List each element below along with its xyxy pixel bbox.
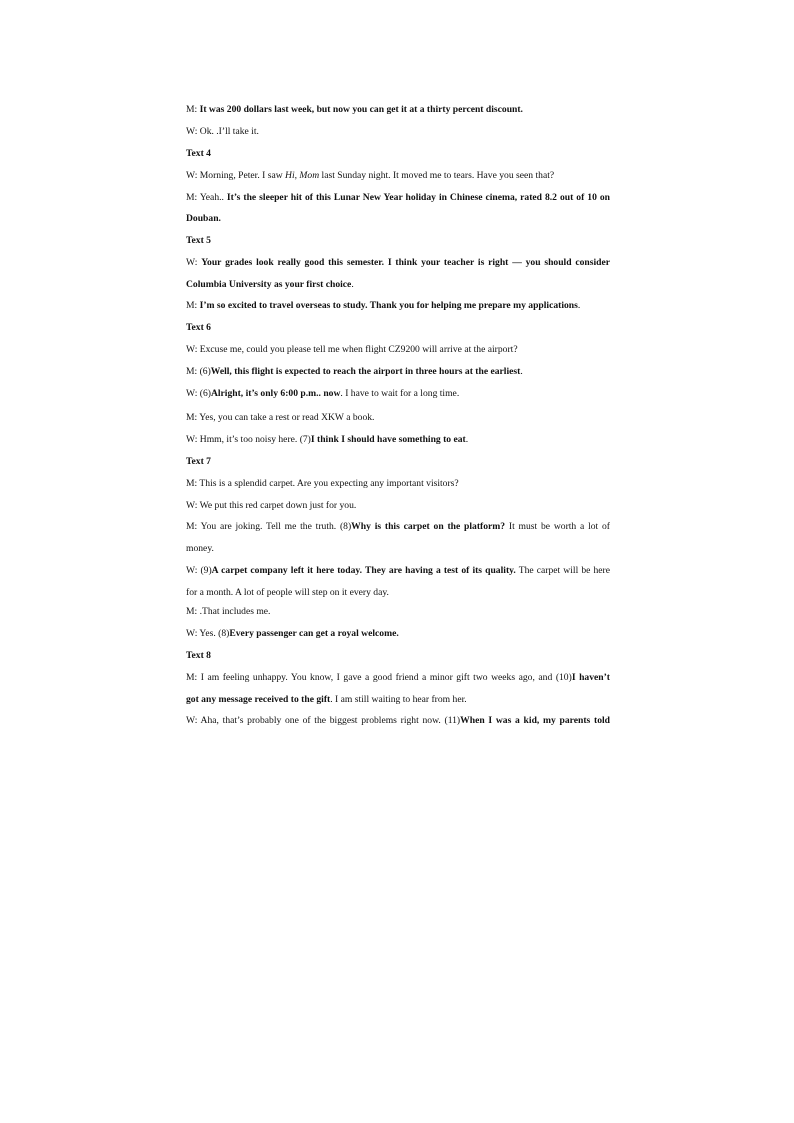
dialogue-text: M: I am feeling unhappy. You know, I gave a good friend a minor gift two weeks ago, and (10)	[186, 672, 572, 683]
section-heading-text-7	[186, 456, 610, 468]
key-sentence: It’s the sleeper hit of this Lunar New Year holiday in Chinese cinema, rated 8.2 out of 10 on	[226, 192, 610, 203]
dialogue-text: M: You are joking. Tell me the truth. (8)	[186, 521, 352, 532]
dialogue-line-continuation	[186, 543, 610, 555]
dialogue-line	[186, 300, 610, 312]
dialogue-line	[186, 500, 610, 512]
key-sentence: Well, this flight is expected to reach the airport in three hours at the earliest	[210, 366, 521, 377]
dialogue-text: last Sunday night. It moved me to tears. Have you seen that?	[319, 170, 555, 181]
dialogue-line	[186, 606, 610, 618]
key-sentence: When I was a kid, my parents told	[460, 715, 611, 726]
speaker-label: M:	[186, 300, 200, 311]
dialogue-text: W: Morning, Peter. I saw	[186, 170, 286, 181]
heading-text: Text 6	[186, 322, 211, 333]
section-heading-text-8	[186, 650, 610, 662]
key-sentence: Every passenger can get a royal welcome.	[229, 628, 399, 639]
heading-text: Text 8	[186, 650, 211, 661]
heading-text: Text 7	[186, 456, 211, 467]
speaker-label: M: Yeah..	[186, 192, 227, 203]
dialogue-line	[186, 170, 610, 182]
dialogue-line	[186, 672, 610, 684]
dialogue-text: M: Yes, you can take a rest or read XKW a book.	[186, 412, 375, 423]
dialogue-line	[186, 521, 610, 533]
heading-text: Text 5	[186, 235, 211, 246]
dialogue-line	[186, 628, 610, 640]
speaker-label: W: Yes. (8)	[186, 628, 230, 639]
dialogue-text: money.	[186, 543, 214, 554]
dialogue-line	[186, 412, 610, 424]
dialogue-text: .	[520, 366, 523, 377]
dialogue-text: . I have to wait for a long time.	[340, 388, 460, 399]
key-sentence: Columbia University as your first choice	[186, 279, 352, 290]
dialogue-line	[186, 434, 610, 446]
dialogue-line	[186, 344, 610, 356]
key-sentence: Douban.	[186, 213, 221, 224]
speaker-label: W: (6)	[186, 388, 211, 399]
key-sentence: A carpet company left it here today. They are having a test of its quality.	[211, 565, 516, 576]
key-sentence: got any message received to the gift	[186, 694, 331, 705]
section-heading-text-6	[186, 322, 610, 334]
movie-title: Hi, Mom	[285, 170, 320, 181]
dialogue-text: . I am still waiting to hear from her.	[330, 694, 467, 705]
speaker-label: W:	[186, 257, 202, 268]
speaker-label: W: (9)	[186, 565, 212, 576]
key-sentence: Why is this carpet on the platform?	[351, 521, 506, 532]
dialogue-line-continuation	[186, 587, 610, 599]
key-sentence: Your grades look really good this semester. I think your teacher is right — you should consider	[201, 257, 610, 268]
dialogue-line	[186, 565, 610, 577]
dialogue-text: .	[577, 300, 581, 311]
dialogue-text: .	[351, 279, 354, 290]
dialogue-line	[186, 388, 610, 400]
speaker-label: M:	[186, 104, 200, 115]
dialogue-text: for a month. A lot of people will step on it every day.	[186, 587, 389, 598]
key-sentence: I think I should have something to eat	[310, 434, 466, 445]
dialogue-text: W: Aha, that’s probably one of the biggest problems right now. (11)	[186, 715, 461, 726]
dialogue-text: W: We put this red carpet down just for you.	[186, 500, 357, 511]
dialogue-text: The carpet will be here	[515, 565, 611, 576]
key-sentence: I’m so excited to travel overseas to study. Thank you for helping me prepare my applications	[199, 300, 578, 311]
dialogue-text: It must be worth a lot of	[505, 521, 611, 532]
dialogue-line	[186, 478, 610, 490]
key-sentence: It was 200 dollars last week, but now you can get it at a thirty percent discount.	[199, 104, 523, 115]
dialogue-text: W: Excuse me, could you please tell me when flight CZ9200 will arrive at the airport?	[186, 344, 518, 355]
dialogue-text: W: Ok. .I’ll take it.	[186, 126, 259, 137]
dialogue-line-continuation	[186, 694, 610, 706]
heading-text: Text 4	[186, 148, 211, 159]
key-sentence: I haven’t	[571, 672, 611, 683]
section-heading-text-5	[186, 235, 610, 247]
dialogue-line	[186, 192, 610, 204]
dialogue-line-continuation	[186, 279, 610, 291]
dialogue-line	[186, 257, 610, 269]
dialogue-text: .	[465, 434, 469, 445]
section-heading-text-4	[186, 148, 610, 160]
dialogue-line	[186, 104, 610, 116]
dialogue-text: W: Hmm, it’s too noisy here. (7)	[186, 434, 311, 445]
key-sentence: Alright, it’s only 6:00 p.m.. now	[210, 388, 341, 399]
dialogue-line	[186, 366, 610, 378]
dialogue-text: M: This is a splendid carpet. Are you expecting any important visitors?	[186, 478, 459, 489]
speaker-label: M: (6)	[186, 366, 211, 377]
dialogue-line-continuation	[186, 213, 610, 225]
dialogue-text: M: .That includes me.	[186, 606, 271, 617]
dialogue-line	[186, 126, 610, 138]
dialogue-line	[186, 715, 610, 727]
